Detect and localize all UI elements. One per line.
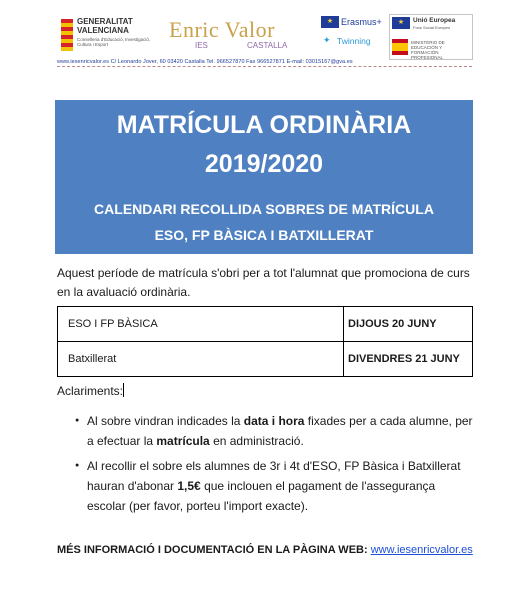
- pickup-date-cell: DIJOUS 20 JUNY: [348, 318, 437, 330]
- eu-funding-logo: [389, 14, 473, 60]
- list-item: [75, 456, 473, 516]
- spain-ministry-text: MINISTERIO DE EDUCACIÓN Y FORMACIÓN PROFESIONAL: [411, 40, 445, 60]
- eu-flag-icon: ★: [392, 17, 410, 29]
- note-text: fixades per a cada alumne, per a efectuar la: [87, 414, 473, 448]
- course-level-cell: Batxillerat: [58, 342, 344, 376]
- school-logo: [169, 17, 287, 57]
- more-info-label: MÉS INFORMACIÓ I DOCUMENTACIÓ EN LA PÀGINA WEB:: [57, 544, 368, 556]
- school-name: Enric Valor: [169, 17, 275, 42]
- eu-subtitle: Fons Social Europeu: [413, 25, 451, 30]
- clarifications-heading: [57, 383, 124, 399]
- etwinning-label: Twinning: [337, 36, 371, 46]
- generalitat-logo: [61, 17, 159, 61]
- eu-title: Unió Europea: [413, 17, 456, 24]
- generalitat-emblem-icon: [61, 19, 73, 51]
- school-city: CASTALLA: [247, 41, 288, 50]
- table-row: [58, 307, 472, 341]
- pickup-date-cell: DIVENDRES 21 JUNY: [348, 353, 460, 365]
- spain-emblem-icon: [392, 39, 408, 55]
- title-banner: [55, 100, 473, 254]
- course-level-cell: ESO I FP BÀSICA: [58, 307, 344, 341]
- text-cursor: [123, 383, 124, 397]
- list-item: [75, 411, 473, 451]
- etwinning-icon: ✦: [323, 35, 331, 45]
- erasmus-etwinning-logos: [321, 16, 383, 56]
- note-text: que inclouen el pagament de l'assegurança escolar (per favor, porteu l'import exacte).: [87, 479, 436, 513]
- intro-paragraph: Aquest període de matrícula s'obri per a tot l'alumnat que promociona de curs en la avaluació ordinària.: [57, 266, 470, 299]
- subtitle: CALENDARI RECOLLIDA SOBRES DE MATRÍCULA: [94, 201, 434, 217]
- note-bold: 1,5€: [177, 479, 201, 493]
- website-link[interactable]: www.iesenricvalor.es: [370, 544, 473, 556]
- generalitat-name-line2: VALENCIANA: [77, 26, 129, 35]
- generalitat-name-line1: GENERALITAT: [77, 17, 133, 26]
- clarifications-label: Aclariments:: [57, 384, 124, 398]
- more-info-line: [57, 543, 473, 557]
- document-title: MATRÍCULA ORDINÀRIA: [116, 111, 412, 139]
- address-line: www.iesenricvalor.es C/ Leonardo Jover, 60 03420 Castalla Tel. 966527870 Fax 966527871 E-mail: 03015167@gva.es: [57, 58, 472, 67]
- eu-flag-icon: ★: [321, 16, 339, 28]
- note-text: Al sobre vindran indicades la: [87, 414, 244, 428]
- enrollment-calendar-table: [57, 306, 473, 377]
- erasmus-label: Erasmus+: [341, 17, 382, 27]
- note-text: Al recollir el sobre els alumnes de 3r i 4t d'ESO, FP Bàsica i Batxillerat hauran d'abonar: [87, 459, 461, 493]
- clarifications-list: [75, 411, 473, 521]
- table-row: [58, 341, 472, 376]
- school-year: 2019/2020: [204, 150, 324, 178]
- note-bold: matrícula: [156, 434, 210, 448]
- note-text: en administració.: [209, 434, 304, 448]
- school-prefix: IES: [195, 41, 208, 50]
- generalitat-department: Conselleria d'Educació, Investigació, Cultura i Esport: [77, 37, 151, 47]
- generalitat-name: [77, 17, 133, 35]
- subtitle-levels: ESO, FP BÀSICA I BATXILLERAT: [154, 227, 374, 243]
- note-bold: data i hora: [243, 414, 305, 428]
